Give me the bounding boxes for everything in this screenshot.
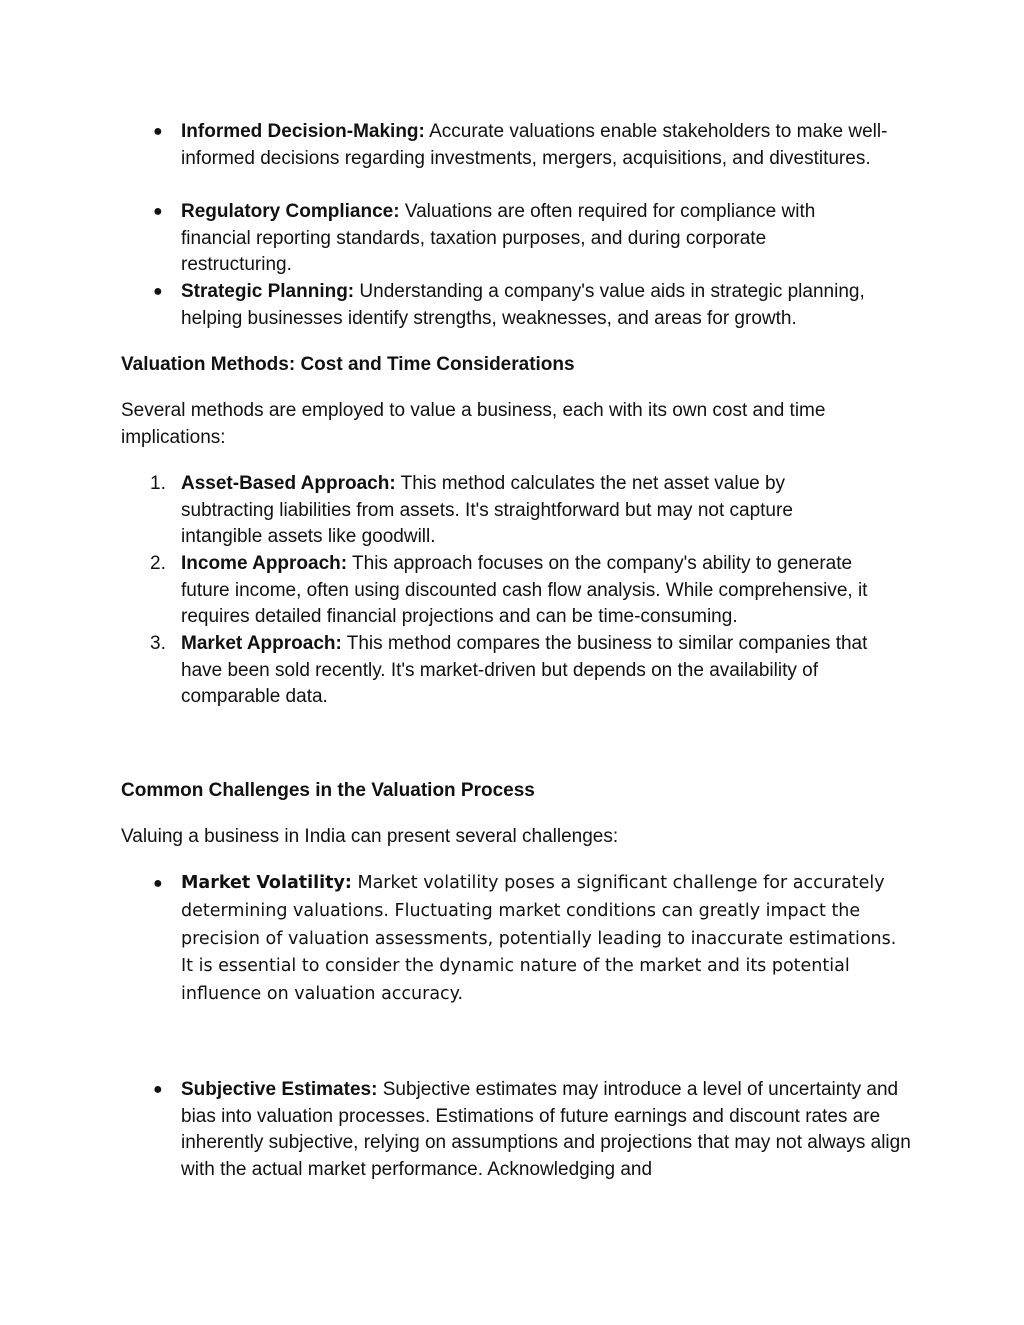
section-heading-common-challenges: Common Challenges in the Valuation Process — [121, 780, 535, 801]
list-item-asset-based-approach — [181, 471, 851, 551]
list-item-regulatory-compliance — [181, 199, 871, 279]
list-item-market-volatility — [181, 870, 901, 1009]
list-item-text: This method calculates the net asset value by subtracting liabilities from assets. It's straightforward but may not capture intangible assets like goodwill. — [181, 473, 793, 548]
list-number: 1. — [150, 473, 166, 494]
bullet-marker: ● — [153, 123, 163, 140]
list-item-label: Informed Decision-Making: — [181, 121, 425, 142]
list-item-label: Income Approach: — [181, 553, 348, 574]
section-intro-common-challenges: Valuing a business in India can present several challenges: — [121, 826, 619, 847]
section-heading-valuation-methods: Valuation Methods: Cost and Time Considerations — [121, 354, 575, 375]
bullet-marker: ● — [153, 875, 163, 892]
list-item-market-approach — [181, 631, 911, 711]
list-item-subjective-estimates — [181, 1077, 911, 1183]
list-item-strategic-planning — [181, 279, 921, 332]
list-item-text: Market volatility poses a significant challenge for accurately determining valuations. Fluctuating market conditions can greatly impact the precision of valuation assessments, potentially leading to inaccurate estimations. It is essential to consider the dynamic nature of the market and its potential influence on valuation accuracy. — [181, 873, 897, 1005]
list-item-text: Understanding a company's value aids in strategic planning, helping businesses identify strengths, weaknesses, and areas for growth. — [181, 281, 865, 329]
section-intro-valuation-methods: Several methods are employed to value a business, each with its own cost and time implications: — [121, 400, 826, 448]
list-item-text: This method compares the business to similar companies that have been sold recently. It's market-driven but depends on the availability of comparable data. — [181, 633, 868, 708]
list-number: 3. — [150, 633, 166, 654]
list-item-text: Valuations are often required for compliance with financial reporting standards, taxation purposes, and during corporate restructuring. — [181, 201, 816, 276]
list-item-label: Asset-Based Approach: — [181, 473, 396, 494]
bullet-marker: ● — [153, 203, 163, 220]
list-item-label: Market Approach: — [181, 633, 342, 654]
list-item-label: Strategic Planning: — [181, 281, 355, 302]
list-item-informed-decision-making — [181, 119, 901, 172]
list-item-text: This approach focuses on the company's ability to generate future income, often using discounted cash flow analysis. While comprehensive, it requires detailed financial projections and can be time-consuming. — [181, 553, 868, 628]
bullet-marker: ● — [153, 1081, 163, 1098]
list-item-label: Subjective Estimates: — [181, 1079, 378, 1100]
list-item-text: Accurate valuations enable stakeholders to make well-informed decisions regarding investments, mergers, acquisitions, and divestitures. — [181, 121, 888, 169]
bullet-marker: ● — [153, 283, 163, 300]
list-number: 2. — [150, 553, 166, 574]
list-item-label: Regulatory Compliance: — [181, 201, 400, 222]
list-item-text: Subjective estimates may introduce a level of uncertainty and bias into valuation processes. Estimations of future earnings and discount rates are inherently subjective, relying on assumptions and projections that may not always align with the actual market performance. Acknowledging and — [181, 1079, 911, 1180]
list-item-label: Market Volatility: — [181, 873, 352, 893]
list-item-income-approach — [181, 551, 901, 631]
